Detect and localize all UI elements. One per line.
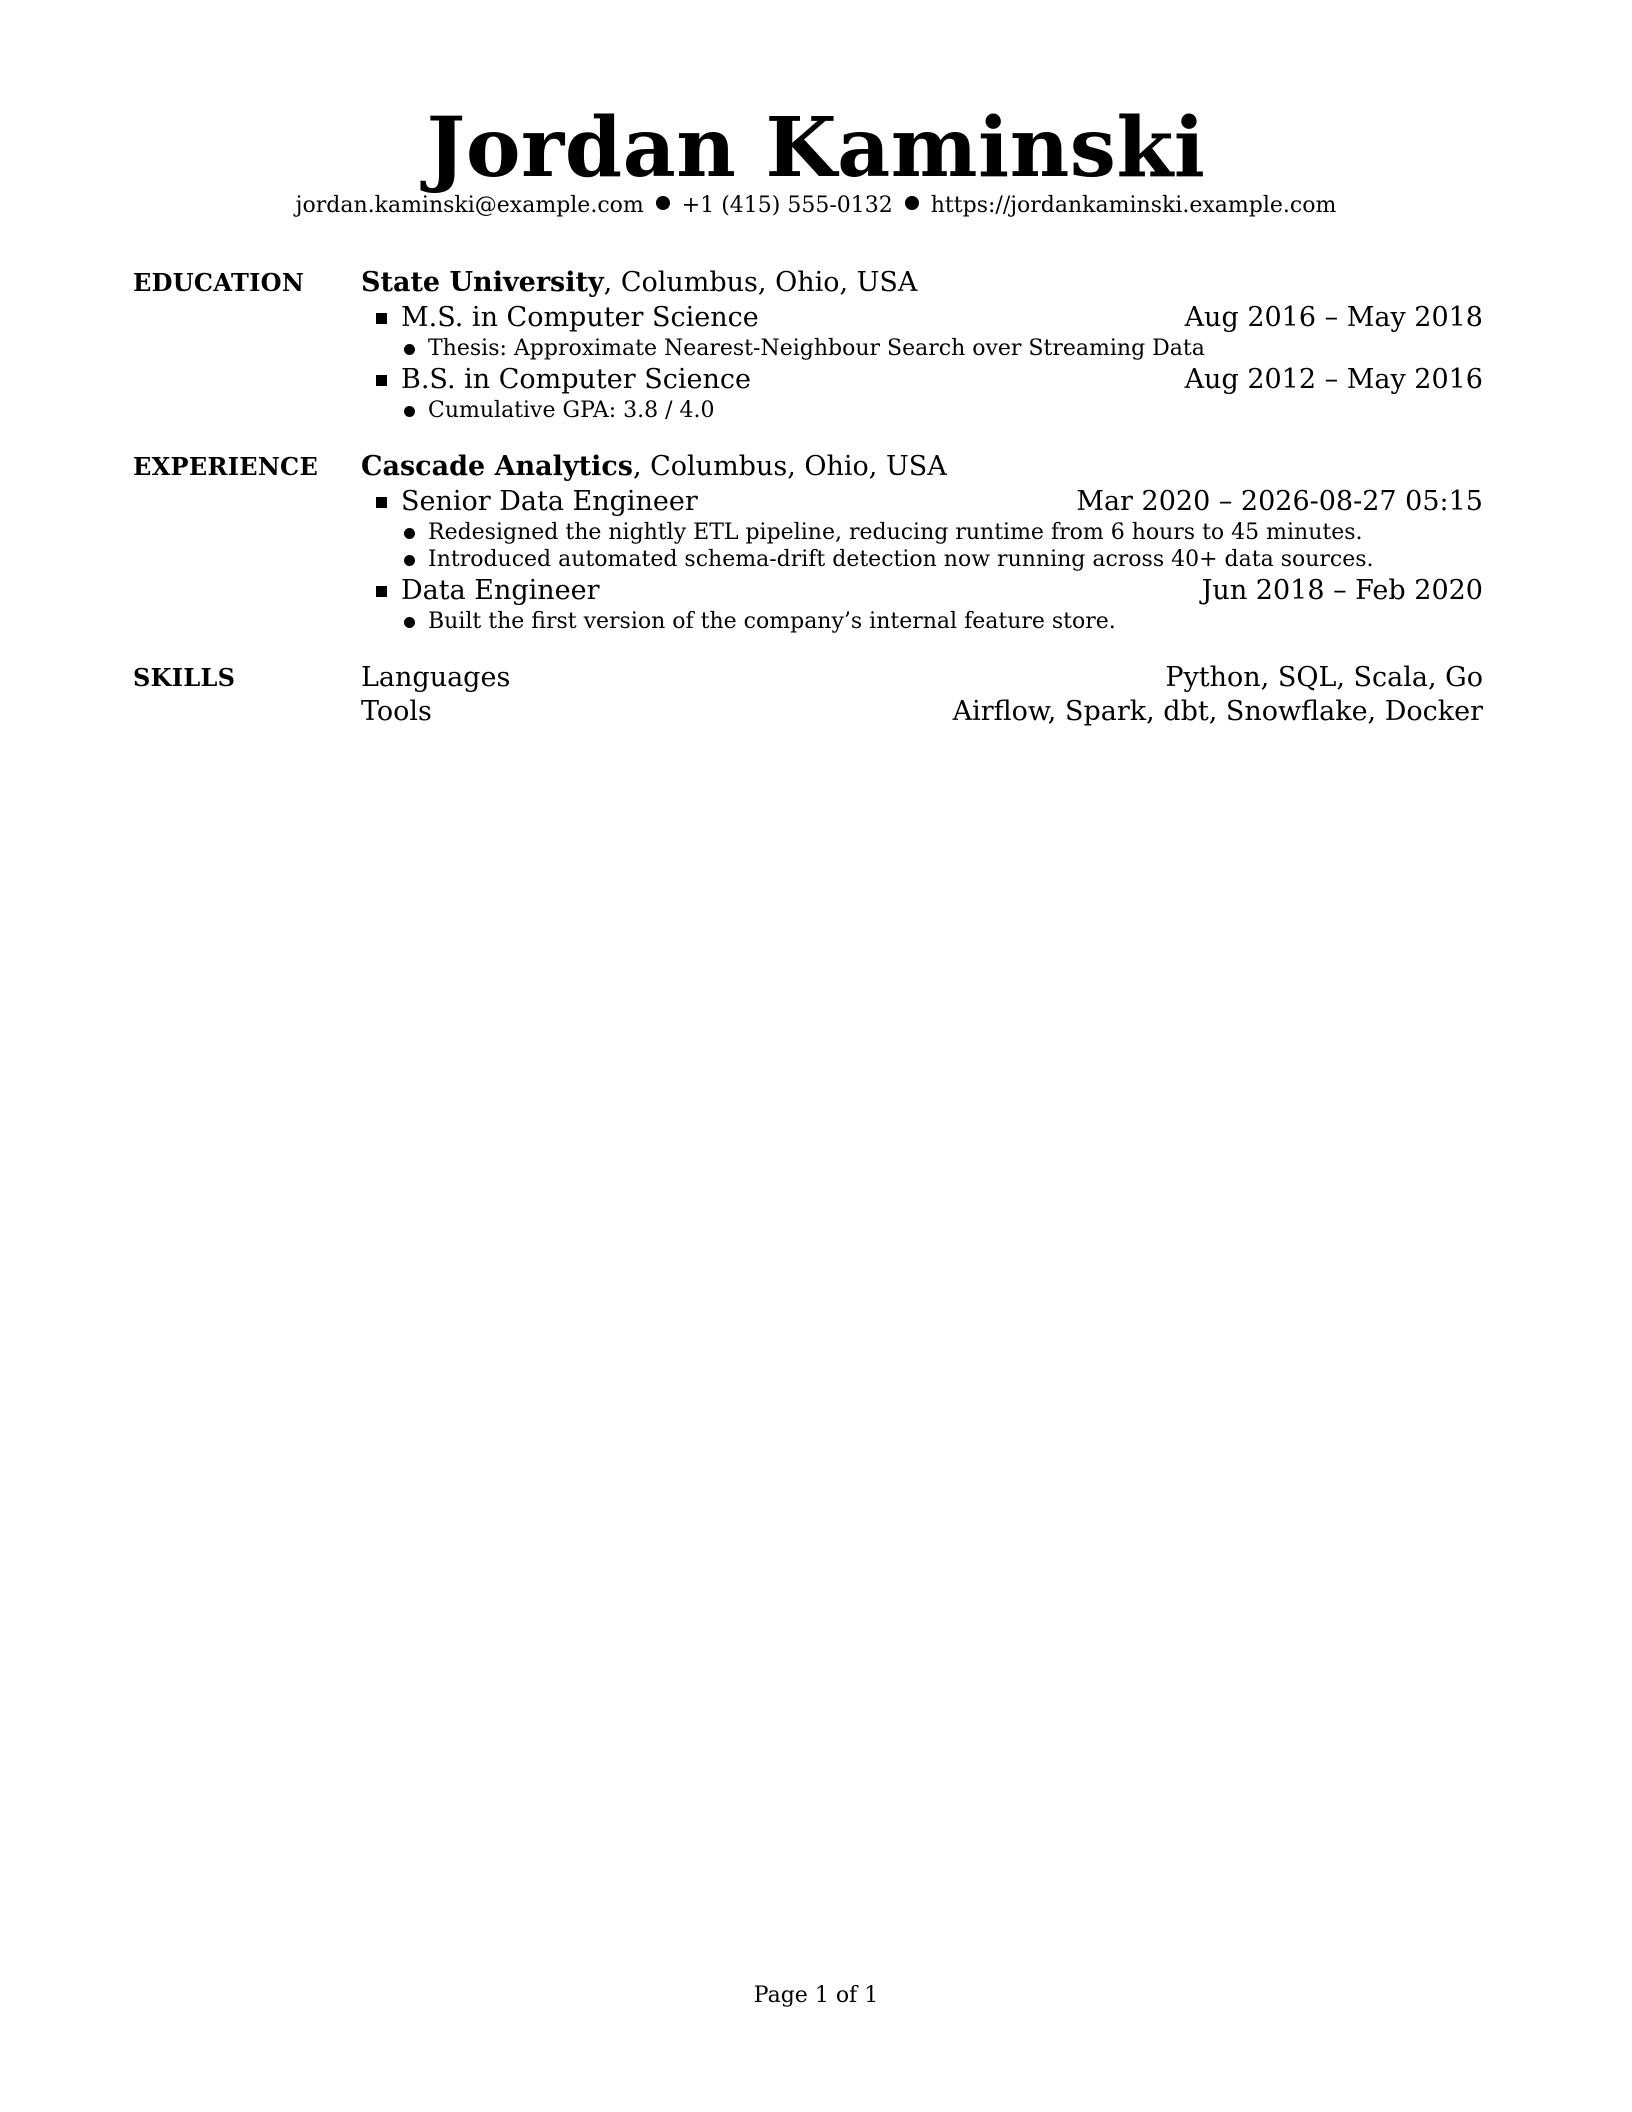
website-text: https://jordankaminski.example.com	[930, 193, 1337, 218]
round-bullet-icon	[404, 617, 415, 628]
company-location: , Columbus, Ohio, USA	[632, 451, 947, 482]
degree-entry	[361, 300, 1483, 335]
company-line	[361, 450, 1483, 484]
degree-dates: Aug 2016 – May 2018	[1184, 302, 1483, 333]
round-bullet-icon	[404, 344, 415, 355]
list-item	[361, 546, 1483, 573]
section-title-experience: EXPERIENCE	[133, 452, 319, 481]
skill-value: Python, SQL, Scala, Go	[1165, 662, 1483, 693]
institution-name: State University	[361, 267, 604, 298]
phone-text: +1 (415) 555-0132	[681, 193, 893, 218]
skill-label: Languages	[361, 662, 511, 693]
section-title-skills: SKILLS	[133, 663, 236, 692]
round-bullet-icon	[404, 555, 415, 566]
square-bullet-icon	[376, 313, 387, 324]
list-item	[361, 335, 1483, 362]
bullet-text: Cumulative GPA: 3.8 / 4.0	[428, 398, 715, 423]
list-item	[361, 397, 1483, 424]
email-text: jordan.kaminski@example.com	[295, 193, 644, 218]
role-title: Data Engineer	[401, 575, 600, 606]
institution-line	[361, 266, 1483, 300]
separator-dot-icon	[905, 196, 919, 210]
page-number: Page 1 of 1	[753, 1983, 879, 2008]
square-bullet-icon	[376, 375, 387, 386]
skills-body	[361, 661, 1483, 729]
role-title: Senior Data Engineer	[401, 486, 698, 517]
round-bullet-icon	[404, 406, 415, 417]
round-bullet-icon	[404, 528, 415, 539]
role-entry	[361, 573, 1483, 608]
education-body	[361, 266, 1483, 424]
company-name: Cascade Analytics	[361, 451, 633, 482]
bullet-text: Thesis: Approximate Nearest-Neighbour Search over Streaming Data	[428, 336, 1205, 361]
bullet-text: Built the first version of the company’s internal feature store.	[428, 609, 1116, 634]
separator-dot-icon	[656, 196, 670, 210]
section-title-education: EDUCATION	[133, 268, 305, 297]
skill-row	[361, 695, 1483, 729]
candidate-name: Jordan Kaminski	[426, 100, 1206, 196]
contact-line	[0, 192, 1632, 220]
bullet-text: Redesigned the nightly ETL pipeline, reducing runtime from 6 hours to 45 minutes.	[428, 520, 1363, 545]
skill-row	[361, 661, 1483, 695]
skill-value: Airflow, Spark, dbt, Snowflake, Docker	[952, 696, 1483, 727]
experience-body	[361, 450, 1483, 635]
degree-title: B.S. in Computer Science	[401, 364, 751, 395]
list-item	[361, 608, 1483, 635]
square-bullet-icon	[376, 497, 387, 508]
list-item	[361, 519, 1483, 546]
degree-entry	[361, 362, 1483, 397]
institution-location: , Columbus, Ohio, USA	[603, 267, 918, 298]
role-entry	[361, 484, 1483, 519]
bullet-text: Introduced automated schema-drift detection now running across 40+ data sources.	[428, 547, 1374, 572]
role-dates: Mar 2020 – 2026-08-27 05:15	[1076, 486, 1483, 517]
role-dates: Jun 2018 – Feb 2020	[1201, 575, 1483, 606]
degree-title: M.S. in Computer Science	[401, 302, 759, 333]
skill-label: Tools	[361, 696, 432, 727]
square-bullet-icon	[376, 586, 387, 597]
degree-dates: Aug 2012 – May 2016	[1184, 364, 1483, 395]
